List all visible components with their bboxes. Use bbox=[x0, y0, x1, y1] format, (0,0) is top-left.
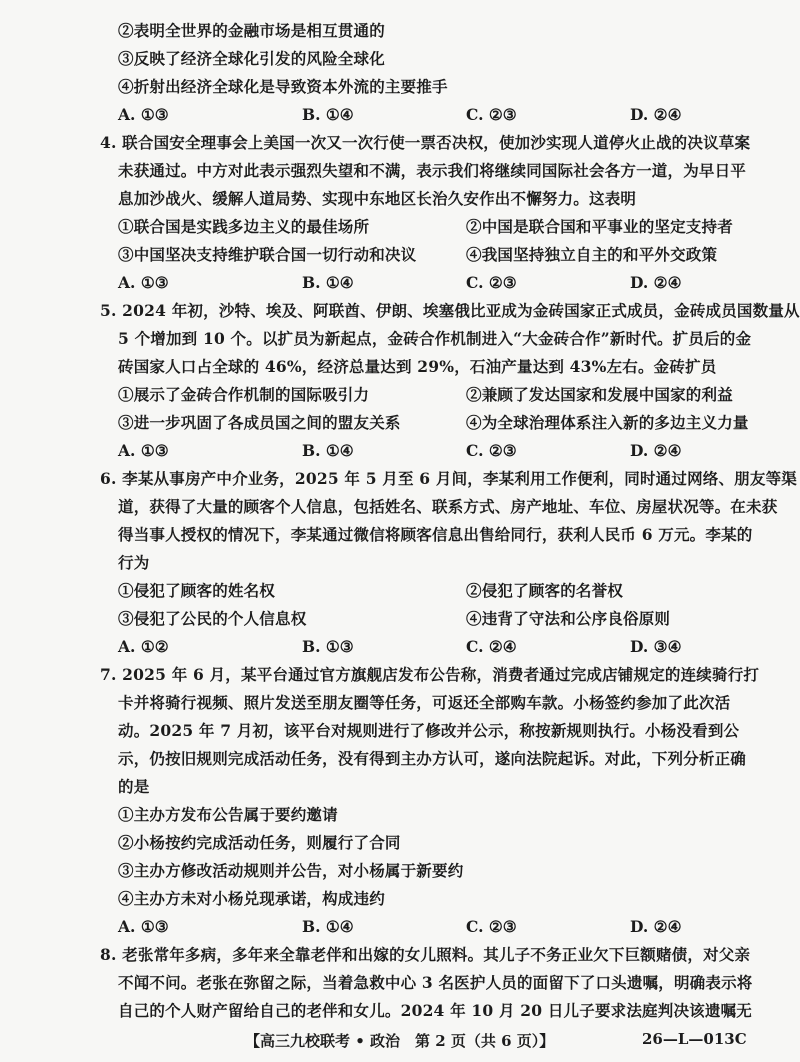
q5-item-3: ③进一步巩固了各成员国之间的盟友关系 bbox=[118, 413, 401, 432]
q7-stem-line-2: 卡并将骑行视频、照片发送至朋友圈等任务，可返还全部购车款。小杨签约参加了此次活 bbox=[118, 693, 731, 712]
q7-stem-line-1: 7. 2025 年 6 月，某平台通过官方旗舰店发布公告称，消费者通过完成店铺规定的连续骑行打 bbox=[100, 665, 760, 684]
q4-stem-line-1: 4. 联合国安全理事会上美国一次又一次行使一票否决权，使加沙实现人道停火止战的决议草案 bbox=[100, 133, 751, 152]
q7-choice-c: C. ②③ bbox=[466, 917, 517, 936]
q6-stem-line-4: 行为 bbox=[118, 553, 150, 572]
q4-stem-line-2: 未获通过。中方对此表示强烈失望和不满，表示我们将继续同国际社会各方一道，为早日平 bbox=[118, 161, 747, 180]
q5-choice-a: A. ①③ bbox=[118, 441, 169, 460]
q5-choice-c: C. ②③ bbox=[466, 441, 517, 460]
q6-item-4: ④违背了守法和公序良俗原则 bbox=[466, 609, 671, 628]
q7-choice-b: B. ①④ bbox=[302, 917, 354, 936]
q3-choice-c: C. ②③ bbox=[466, 105, 517, 124]
q4-choice-c: C. ②③ bbox=[466, 273, 517, 292]
q5-stem-line-2: 5 个增加到 10 个。以扩员为新起点，金砖合作机制进入“大金砖合作”新时代。扩员后的金 bbox=[118, 329, 752, 348]
q5-stem-line-1: 5. 2024 年初，沙特、埃及、阿联酋、伊朗、埃塞俄比亚成为金砖国家正式成员，金砖成员国数量从 bbox=[100, 301, 800, 320]
q6-stem-line-1: 6. 李某从事房产中介业务，2025 年 5 月至 6 月间，李某利用工作便利，同时通过网络、朋友等渠 bbox=[100, 469, 797, 488]
q6-choice-d: D. ③④ bbox=[630, 637, 682, 656]
q5-choice-d: D. ②④ bbox=[630, 441, 682, 460]
q7-choice-d: D. ②④ bbox=[630, 917, 682, 936]
q3-choice-d: D. ②④ bbox=[630, 105, 682, 124]
q8-stem-line-2: 不闻不问。老张在弥留之际，当着急救中心 3 名医护人员的面留下了口头遗嘱，明确表示将 bbox=[118, 973, 753, 992]
q5-choice-b: B. ①④ bbox=[302, 441, 354, 460]
q6-stem-line-2: 道，获得了大量的顾客个人信息，包括姓名、联系方式、房产地址、车位、房屋状况等。在未获 bbox=[118, 497, 778, 516]
q7-stem-line-3: 动。2025 年 7 月初，该平台对规则进行了修改并公示，称按新规则执行。小杨没看到公 bbox=[118, 721, 740, 740]
q4-item-1: ①联合国是实践多边主义的最佳场所 bbox=[118, 217, 370, 236]
q7-item-3: ③主办方修改活动规则并公告，对小杨属于新要约 bbox=[118, 861, 464, 880]
q7-stem-line-4: 示，仍按旧规则完成活动任务，没有得到主办方认可，遂向法院起诉。对此，下列分析正确 bbox=[118, 749, 747, 768]
q3-item-4: ④折射出经济全球化是导致资本外流的主要推手 bbox=[118, 77, 448, 96]
q5-item-4: ④为全球治理体系注入新的多边主义力量 bbox=[466, 413, 749, 432]
q6-choice-c: C. ②④ bbox=[466, 637, 517, 656]
q6-stem-line-3: 得当事人授权的情况下，李某通过微信将顾客信息出售给同行，获利人民币 6 万元。李某的 bbox=[118, 525, 753, 544]
q5-item-2: ②兼顾了发达国家和发展中国家的利益 bbox=[466, 385, 733, 404]
q4-item-2: ②中国是联合国和平事业的坚定支持者 bbox=[466, 217, 733, 236]
q6-item-1: ①侵犯了顾客的姓名权 bbox=[118, 581, 276, 600]
q4-choice-a: A. ①③ bbox=[118, 273, 169, 292]
q3-item-3: ③反映了经济全球化引发的风险全球化 bbox=[118, 49, 385, 68]
page-footer bbox=[0, 1030, 800, 1054]
q4-item-4: ④我国坚持独立自主的和平外交政策 bbox=[466, 245, 718, 264]
q6-choice-a: A. ①② bbox=[118, 637, 169, 656]
q7-item-1: ①主办方发布公告属于要约邀请 bbox=[118, 805, 338, 824]
q4-stem-line-3: 息加沙战火、缓解人道局势、实现中东地区长治久安作出不懈努力。这表明 bbox=[118, 189, 637, 208]
q8-stem-line-1: 8. 老张常年多病，多年来全靠老伴和出嫁的女儿照料。其儿子不务正业欠下巨额赌债，对父亲 bbox=[100, 945, 751, 964]
footer-code: 26—L—013C bbox=[642, 1030, 747, 1048]
q4-choice-b: B. ①④ bbox=[302, 273, 354, 292]
q3-choice-a: A. ①③ bbox=[118, 105, 169, 124]
q8-stem-line-3: 自己的个人财产留给自己的老伴和女儿。2024 年 10 月 20 日儿子要求法庭判决该遗嘱无 bbox=[118, 1001, 752, 1020]
q6-item-3: ③侵犯了公民的个人信息权 bbox=[118, 609, 307, 628]
footer-title: 【高三九校联考 • 政治 第 2 页（共 6 页）】 bbox=[245, 1032, 555, 1050]
q7-stem-line-5: 的是 bbox=[118, 777, 150, 796]
q5-item-1: ①展示了金砖合作机制的国际吸引力 bbox=[118, 385, 370, 404]
q4-choice-d: D. ②④ bbox=[630, 273, 682, 292]
q3-item-2: ②表明全世界的金融市场是相互贯通的 bbox=[118, 21, 385, 40]
q6-choice-b: B. ①③ bbox=[302, 637, 354, 656]
q6-item-2: ②侵犯了顾客的名誉权 bbox=[466, 581, 624, 600]
q7-item-4: ④主办方未对小杨兑现承诺，构成违约 bbox=[118, 889, 385, 908]
q3-choice-b: B. ①④ bbox=[302, 105, 354, 124]
q5-stem-line-3: 砖国家人口占全球的 46%，经济总量达到 29%，石油产量达到 43%左右。金砖扩员 bbox=[118, 357, 717, 376]
q4-item-3: ③中国坚决支持维护联合国一切行动和决议 bbox=[118, 245, 417, 264]
q7-item-2: ②小杨按约完成活动任务，则履行了合同 bbox=[118, 833, 401, 852]
q7-choice-a: A. ①③ bbox=[118, 917, 169, 936]
